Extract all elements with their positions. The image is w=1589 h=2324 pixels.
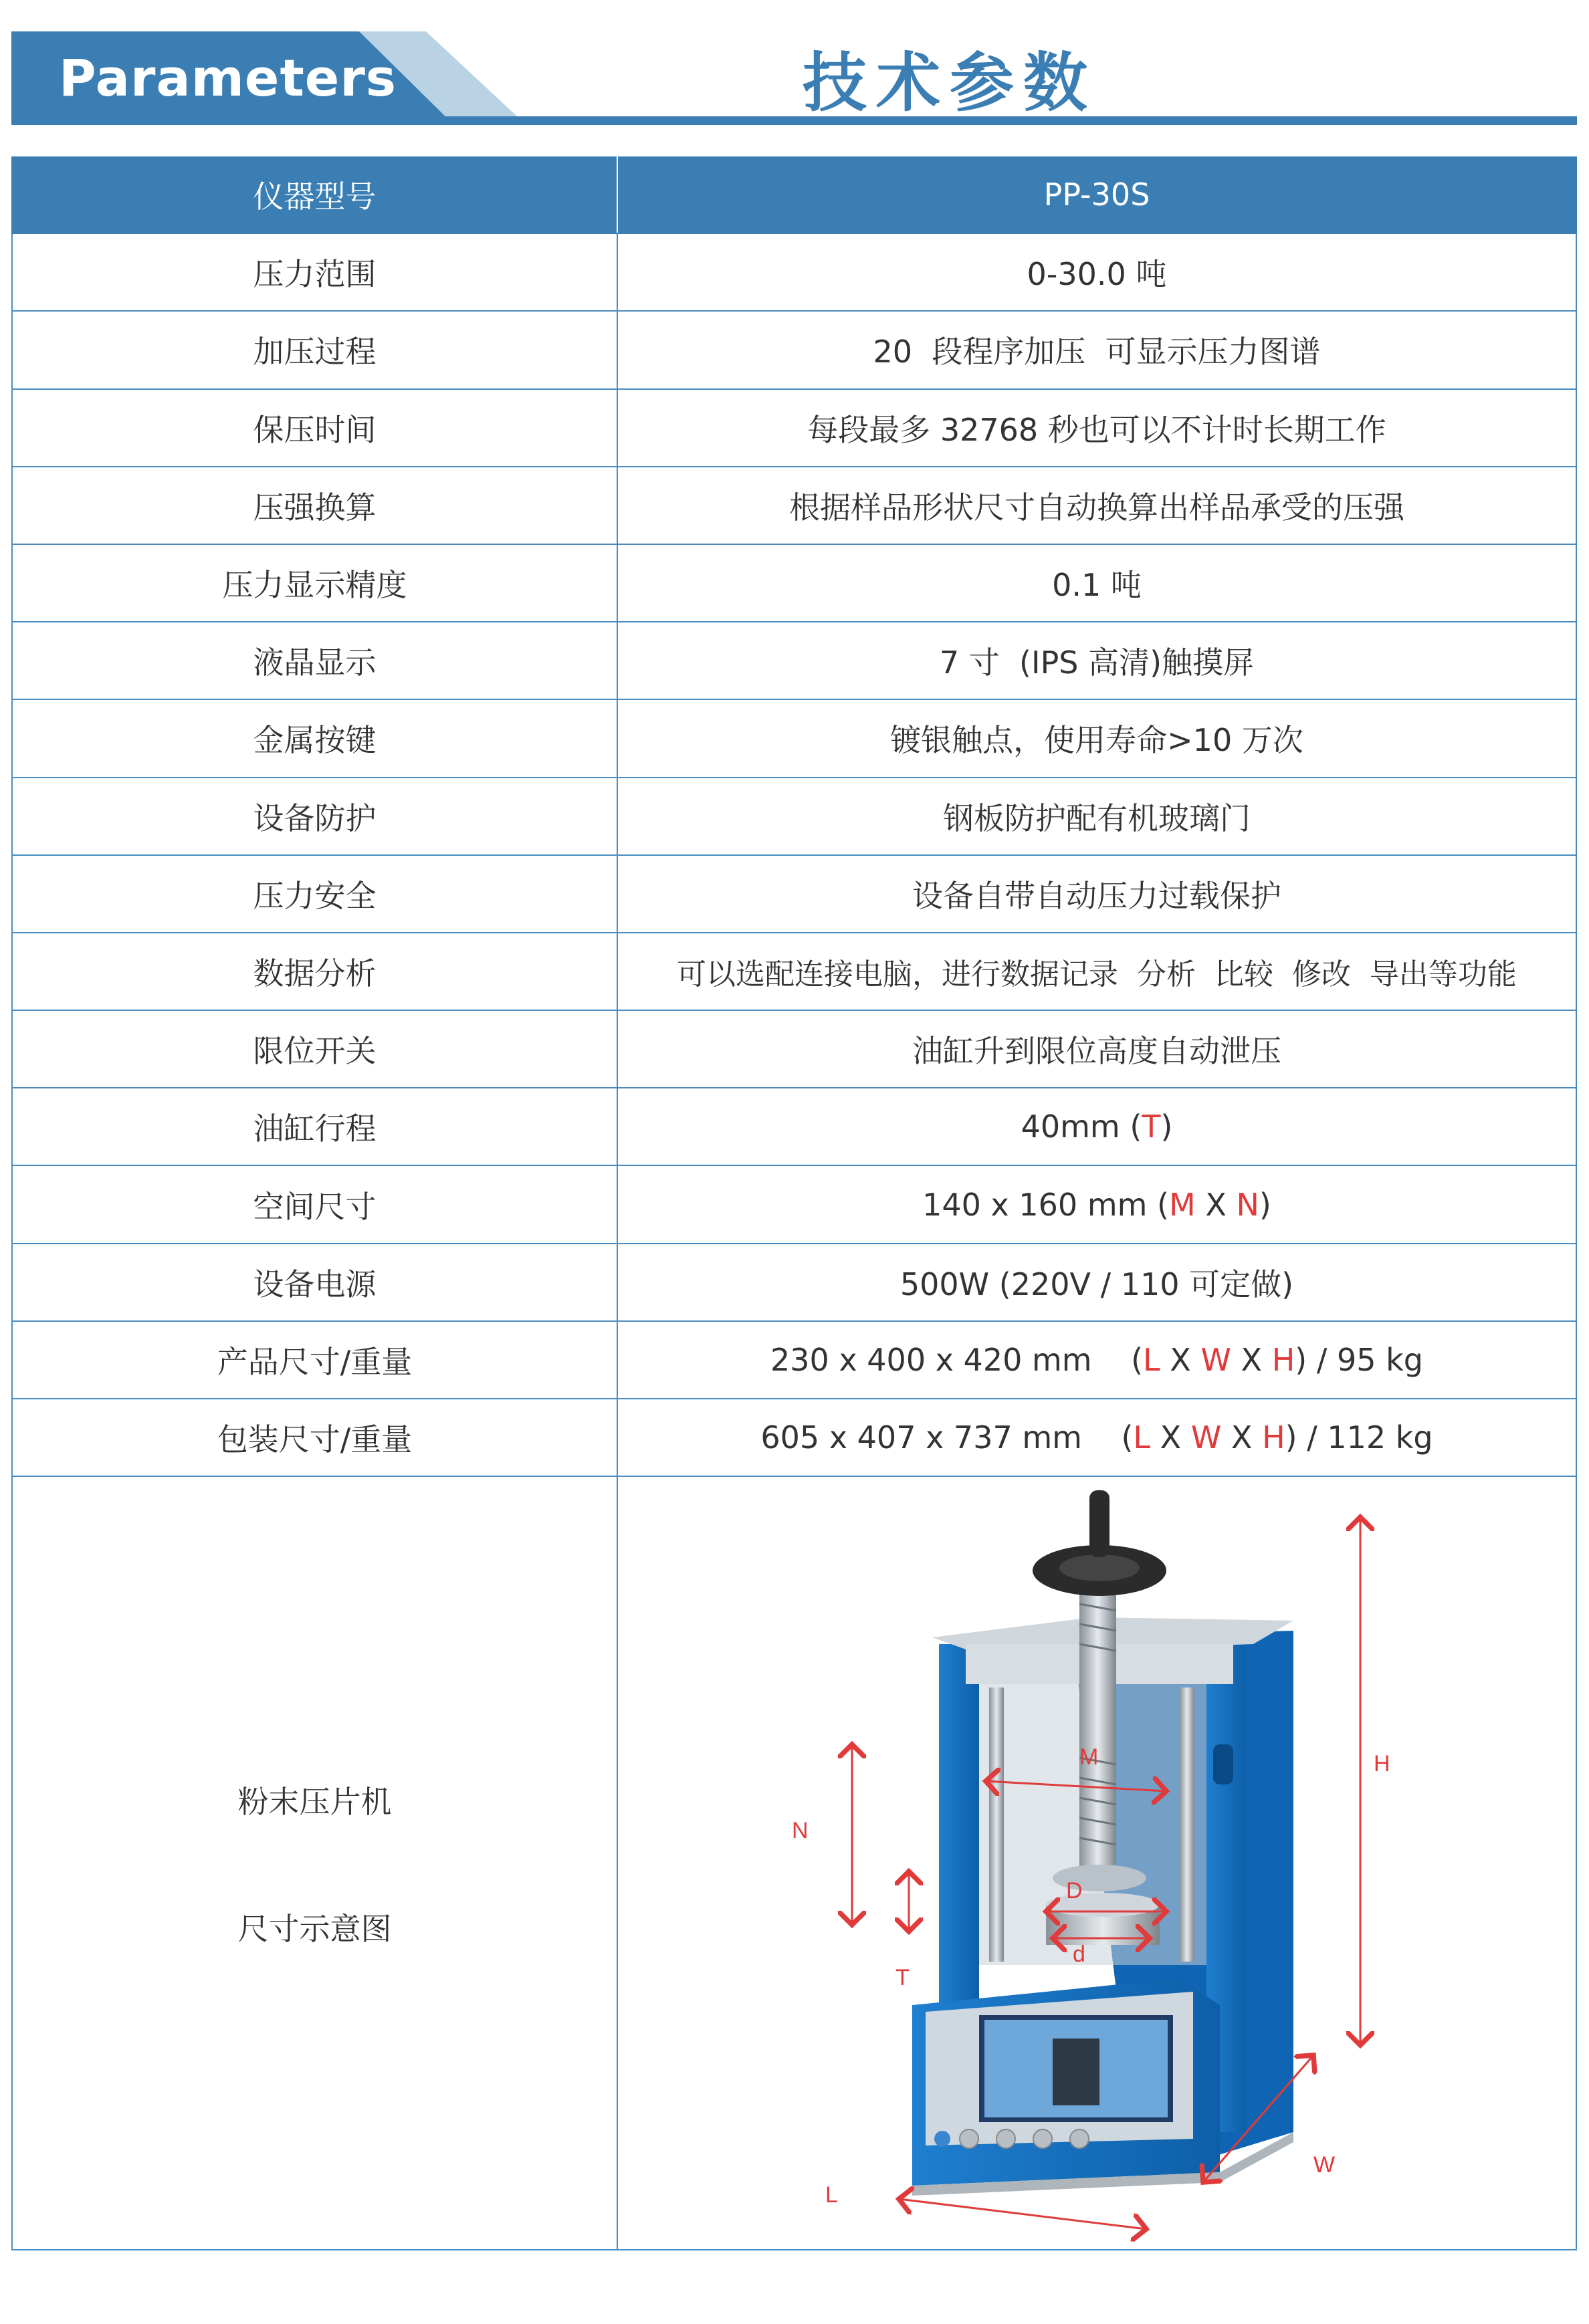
table-row — [11, 545, 1577, 622]
row-value — [618, 1088, 1576, 1165]
value-text: X — [1150, 1419, 1191, 1456]
page-title: 技术参数 — [803, 45, 1097, 120]
row-value: 0.1 吨 — [1052, 567, 1142, 604]
table-row — [11, 234, 1577, 312]
row-name: 设备电源 — [13, 1244, 618, 1320]
table-row — [11, 778, 1577, 856]
dim-label-n: N — [792, 1818, 809, 1844]
row-value: 油缸升到限位高度自动泄压 — [912, 1033, 1281, 1070]
table-row — [11, 933, 1577, 1011]
header-label: Parameters — [59, 48, 397, 108]
table-row — [11, 856, 1577, 933]
row-name: 油缸行程 — [13, 1088, 618, 1165]
dim-label-w: W — [1313, 2152, 1336, 2178]
dim-letter: H — [1271, 1341, 1295, 1378]
dim-label-h: H — [1374, 1751, 1390, 1777]
value-text: X — [1221, 1419, 1263, 1456]
value-text: ) / 95 kg — [1295, 1341, 1423, 1378]
diagram-caption — [13, 1477, 618, 2249]
row-value: 镀银触点，使用寿命>10 万次 — [890, 722, 1303, 759]
dim-letter: L — [1133, 1419, 1151, 1456]
row-value: 设备自带自动压力过载保护 — [912, 877, 1281, 914]
row-value: 可以选配连接电脑，进行数据记录 分析 比较 修改 导出等功能 — [677, 957, 1517, 992]
row-value — [618, 1166, 1576, 1242]
caption-line: 粉末压片机 — [237, 1783, 392, 1820]
dim-label-l: L — [825, 2182, 838, 2208]
value-text: 140 x 160 mm ( — [922, 1186, 1170, 1223]
row-name: 液晶显示 — [13, 622, 618, 699]
table-row — [11, 700, 1577, 778]
row-value — [618, 1399, 1576, 1476]
table-row — [11, 1322, 1577, 1399]
value-text: X — [1231, 1341, 1272, 1378]
row-value: 20 段程序加压 可显示压力图谱 — [873, 334, 1321, 370]
dim-arrow-l — [899, 2199, 1146, 2229]
value-text: 230 x 400 x 420 mm ( — [770, 1341, 1144, 1378]
row-name: 设备防护 — [13, 778, 618, 854]
header-cell-value: PP-30S — [1043, 177, 1150, 213]
row-name: 包装尺寸/重量 — [13, 1399, 618, 1476]
value-text: 605 x 407 x 737 mm ( — [760, 1419, 1134, 1456]
row-value: 0-30.0 吨 — [1027, 256, 1167, 293]
table-row — [11, 467, 1577, 545]
diagram-cell — [618, 1477, 1576, 2249]
value-text: X — [1195, 1186, 1237, 1223]
row-name: 产品尺寸/重量 — [13, 1322, 618, 1398]
row-value: 根据样品形状尺寸自动换算出样品承受的压强 — [789, 489, 1404, 526]
diagram-row — [11, 1477, 1577, 2250]
table-row — [11, 1011, 1577, 1088]
row-value: 钢板防护配有机玻璃门 — [943, 800, 1251, 836]
dim-label-t: T — [895, 1965, 910, 1991]
press-diagram — [618, 1477, 1574, 2246]
dim-letter: H — [1262, 1419, 1285, 1456]
dim-label-d-small: d — [1073, 1942, 1085, 1968]
row-name: 加压过程 — [13, 312, 618, 388]
value-text: ) / 112 kg — [1285, 1419, 1433, 1456]
table-row — [11, 312, 1577, 389]
row-name: 保压时间 — [13, 390, 618, 466]
value-text: 40mm ( — [1021, 1109, 1142, 1145]
caption-line: 尺寸示意图 — [237, 1910, 392, 1947]
row-name: 压力安全 — [13, 856, 618, 932]
table-header-row — [11, 156, 1577, 234]
value-text: ) — [1259, 1186, 1271, 1223]
row-value: 500W (220V / 110 可定做) — [899, 1266, 1294, 1302]
value-text: ) — [1160, 1109, 1173, 1145]
row-name: 压力范围 — [13, 234, 618, 310]
table-row — [11, 1166, 1577, 1244]
dim-letter: M — [1169, 1186, 1196, 1223]
table-row — [11, 1399, 1577, 1477]
dim-letter: W — [1190, 1419, 1222, 1456]
header-cell-name: 仪器型号 — [13, 156, 618, 233]
dim-letter: L — [1143, 1341, 1160, 1378]
dim-label-d-large: D — [1066, 1878, 1083, 1904]
header-rule — [11, 116, 1577, 125]
press-machine — [912, 1490, 1293, 2196]
row-name: 金属按键 — [13, 700, 618, 776]
row-name: 空间尺寸 — [13, 1166, 618, 1242]
row-value: 每段最多 32768 秒也可以不计时长期工作 — [807, 411, 1386, 448]
table-row — [11, 1244, 1577, 1322]
row-name: 压强换算 — [13, 467, 618, 544]
dim-letter: N — [1236, 1186, 1259, 1223]
parameters-table — [11, 156, 1577, 2250]
row-name: 数据分析 — [13, 933, 618, 1010]
row-name: 压力显示精度 — [13, 545, 618, 621]
dim-letter: W — [1200, 1341, 1231, 1378]
table-row — [11, 1088, 1577, 1166]
row-value: 7 寸 (IPS 高清)触摸屏 — [939, 645, 1255, 681]
table-row — [11, 390, 1577, 467]
table-row — [11, 622, 1577, 700]
row-name: 限位开关 — [13, 1011, 618, 1087]
value-text: X — [1160, 1341, 1201, 1378]
dim-letter: T — [1142, 1109, 1161, 1145]
dim-label-m: M — [1079, 1744, 1099, 1770]
row-value — [618, 1322, 1576, 1398]
